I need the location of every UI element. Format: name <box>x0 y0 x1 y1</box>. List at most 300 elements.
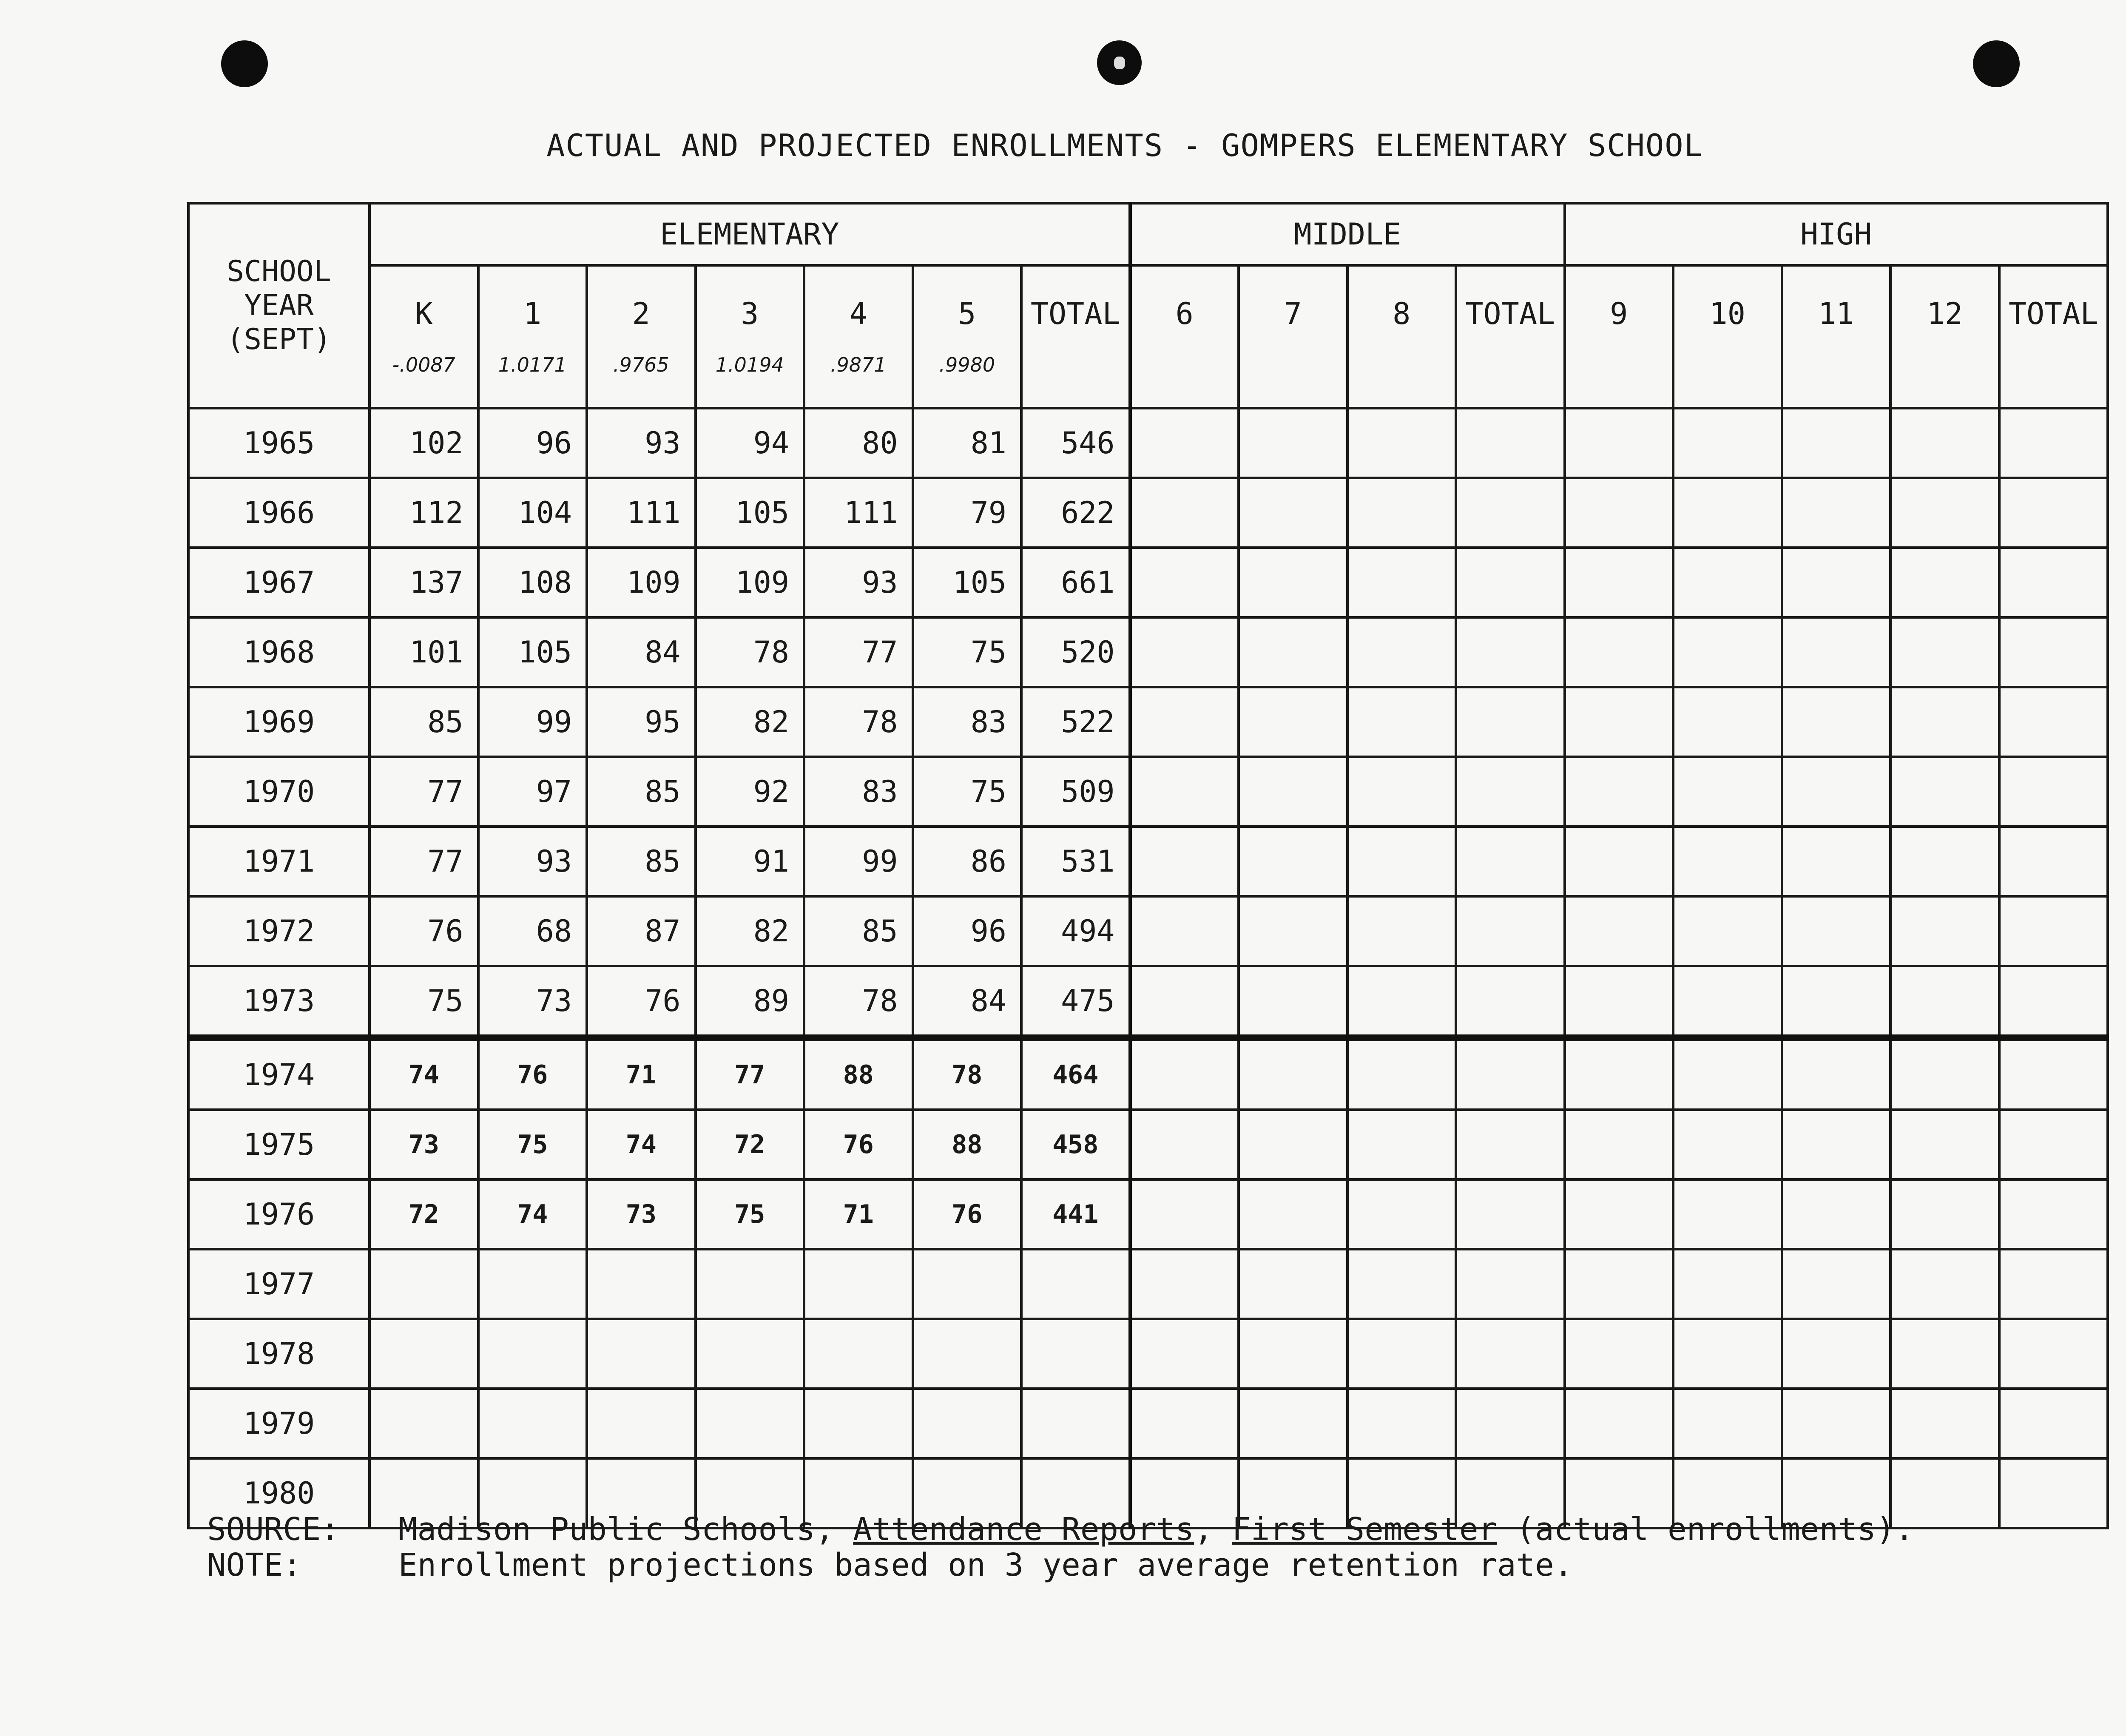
empty-cell <box>1999 827 2108 896</box>
empty-cell <box>1673 408 1782 478</box>
empty-cell <box>1239 1249 1347 1319</box>
year-header-line1: SCHOOL <box>227 255 331 288</box>
enrollment-cell: 111 <box>804 478 913 548</box>
col-label: 1 <box>523 296 542 331</box>
empty-cell <box>1239 687 1347 757</box>
empty-cell <box>1890 1110 1999 1179</box>
binder-hole-left <box>221 40 268 87</box>
retention-factor: .9980 <box>939 353 995 376</box>
year-header-line2: YEAR <box>244 289 314 322</box>
col-label: 11 <box>1818 296 1854 331</box>
year-cell: 1969 <box>188 687 369 757</box>
binder-hole-right <box>1973 40 2020 87</box>
enrollment-cell: 102 <box>369 408 478 478</box>
empty-cell <box>1782 827 1891 896</box>
enrollment-cell: 77 <box>696 1038 804 1110</box>
enrollment-cell <box>696 1389 804 1458</box>
enrollment-cell <box>1021 1319 1130 1389</box>
empty-cell <box>1239 827 1347 896</box>
empty-cell <box>1347 617 1456 687</box>
enrollment-cell: 97 <box>478 757 587 827</box>
col-label: 12 <box>1927 296 1963 331</box>
empty-cell <box>1130 617 1239 687</box>
enrollment-cell <box>369 1249 478 1319</box>
enrollment-cell <box>696 1319 804 1389</box>
table-row <box>188 1038 2108 1110</box>
year-cell: 1976 <box>188 1179 369 1249</box>
empty-cell <box>1130 548 1239 617</box>
enrollment-cell: 72 <box>369 1179 478 1249</box>
empty-cell <box>1782 1110 1891 1179</box>
empty-cell <box>1782 896 1891 966</box>
empty-cell <box>1565 1179 1674 1249</box>
empty-cell <box>1890 548 1999 617</box>
empty-cell <box>1456 548 1565 617</box>
enrollment-cell: 75 <box>369 966 478 1038</box>
enrollment-cell: 104 <box>478 478 587 548</box>
empty-cell <box>1782 966 1891 1038</box>
enrollment-cell: 74 <box>587 1110 696 1179</box>
col-header-high-2 <box>1782 265 1891 408</box>
enrollment-cell <box>478 1389 587 1458</box>
enrollment-cell: 81 <box>913 408 1022 478</box>
empty-cell <box>1890 1179 1999 1249</box>
empty-cell <box>1565 548 1674 617</box>
note-line <box>207 1547 1914 1583</box>
empty-cell <box>1456 1038 1565 1110</box>
empty-cell <box>1999 1319 2108 1389</box>
col-label: TOTAL <box>1030 296 1120 331</box>
enrollment-cell <box>587 1319 696 1389</box>
empty-cell <box>1456 1249 1565 1319</box>
enrollment-cell <box>478 1249 587 1319</box>
empty-cell <box>1456 687 1565 757</box>
table-row <box>188 896 2108 966</box>
enrollment-table-container <box>187 202 2109 1529</box>
year-cell: 1980 <box>188 1458 369 1528</box>
enrollment-cell: 520 <box>1021 617 1130 687</box>
col-header-middle-1 <box>1239 265 1347 408</box>
year-cell: 1965 <box>188 408 369 478</box>
enrollment-cell: 494 <box>1021 896 1130 966</box>
empty-cell <box>1565 1319 1674 1389</box>
empty-cell <box>1347 1319 1456 1389</box>
empty-cell <box>1673 1179 1782 1249</box>
enrollment-cell <box>369 1319 478 1389</box>
empty-cell <box>1890 1249 1999 1319</box>
source-comma: , <box>1194 1511 1213 1548</box>
empty-cell <box>1890 757 1999 827</box>
col-header-elementary-3 <box>696 265 804 408</box>
empty-cell <box>1565 966 1674 1038</box>
group-header-row <box>188 203 2108 265</box>
enrollment-cell: 522 <box>1021 687 1130 757</box>
source-underlined-semester: First Semester <box>1232 1511 1498 1548</box>
empty-cell <box>1890 478 1999 548</box>
enrollment-cell: 77 <box>369 827 478 896</box>
empty-cell <box>1673 966 1782 1038</box>
enrollment-cell: 441 <box>1021 1179 1130 1249</box>
empty-cell <box>1782 1179 1891 1249</box>
empty-cell <box>1456 757 1565 827</box>
enrollment-cell: 83 <box>913 687 1022 757</box>
enrollment-cell: 75 <box>913 757 1022 827</box>
enrollment-cell <box>913 1249 1022 1319</box>
enrollment-cell: 85 <box>587 757 696 827</box>
col-header-elementary-6 <box>1021 265 1130 408</box>
enrollment-cell: 82 <box>696 687 804 757</box>
enrollment-cell: 76 <box>913 1179 1022 1249</box>
empty-cell <box>1239 1038 1347 1110</box>
year-cell: 1978 <box>188 1319 369 1389</box>
empty-cell <box>1130 1319 1239 1389</box>
empty-cell <box>1565 1038 1674 1110</box>
empty-cell <box>1565 408 1674 478</box>
enrollment-cell: 75 <box>696 1179 804 1249</box>
empty-cell <box>1673 1319 1782 1389</box>
empty-cell <box>1565 687 1674 757</box>
table-body <box>188 408 2108 1528</box>
empty-cell <box>1130 757 1239 827</box>
empty-cell <box>1239 1319 1347 1389</box>
empty-cell <box>1130 1110 1239 1179</box>
footer-notes <box>207 1512 1914 1583</box>
empty-cell <box>1999 1038 2108 1110</box>
table-row <box>188 827 2108 896</box>
empty-cell <box>1130 1249 1239 1319</box>
col-label: 4 <box>849 296 867 331</box>
enrollment-cell: 78 <box>913 1038 1022 1110</box>
empty-cell <box>1565 617 1674 687</box>
col-header-elementary-5 <box>913 265 1022 408</box>
empty-cell <box>1347 966 1456 1038</box>
col-header-high-0 <box>1565 265 1674 408</box>
empty-cell <box>1565 1110 1674 1179</box>
empty-cell <box>1130 1389 1239 1458</box>
empty-cell <box>1890 966 1999 1038</box>
table-row <box>188 617 2108 687</box>
enrollment-cell: 88 <box>913 1110 1022 1179</box>
empty-cell <box>1890 408 1999 478</box>
column-header-row <box>188 265 2108 408</box>
empty-cell <box>1890 1038 1999 1110</box>
enrollment-cell: 85 <box>804 896 913 966</box>
enrollment-cell: 82 <box>696 896 804 966</box>
enrollment-cell: 85 <box>587 827 696 896</box>
retention-factor: 1.0194 <box>715 353 784 376</box>
enrollment-cell: 109 <box>587 548 696 617</box>
empty-cell <box>1782 687 1891 757</box>
empty-cell <box>1347 1110 1456 1179</box>
empty-cell <box>1456 896 1565 966</box>
empty-cell <box>1347 757 1456 827</box>
empty-cell <box>1456 1110 1565 1179</box>
source-key: SOURCE: <box>207 1511 340 1548</box>
group-elementary: ELEMENTARY <box>369 203 1130 265</box>
enrollment-cell: 88 <box>804 1038 913 1110</box>
enrollment-cell: 458 <box>1021 1110 1130 1179</box>
enrollment-cell <box>369 1389 478 1458</box>
empty-cell <box>1782 478 1891 548</box>
note-text: Enrollment projections based on 3 year average retention rate. <box>398 1547 1573 1583</box>
empty-cell <box>1565 1249 1674 1319</box>
retention-factor: -.0087 <box>392 353 455 376</box>
enrollment-cell: 75 <box>478 1110 587 1179</box>
col-header-high-4 <box>1999 265 2108 408</box>
enrollment-cell: 71 <box>587 1038 696 1110</box>
empty-cell <box>1347 1389 1456 1458</box>
empty-cell <box>1239 548 1347 617</box>
enrollment-cell: 84 <box>587 617 696 687</box>
enrollment-cell <box>913 1319 1022 1389</box>
empty-cell <box>1673 548 1782 617</box>
empty-cell <box>1890 617 1999 687</box>
empty-cell <box>1130 1179 1239 1249</box>
year-cell: 1974 <box>188 1038 369 1110</box>
empty-cell <box>1130 687 1239 757</box>
year-cell: 1975 <box>188 1110 369 1179</box>
empty-cell <box>1999 478 2108 548</box>
col-label: TOTAL <box>1465 296 1555 331</box>
empty-cell <box>1239 896 1347 966</box>
group-high: HIGH <box>1565 203 2108 265</box>
table-row <box>188 1179 2108 1249</box>
empty-cell <box>1999 896 2108 966</box>
empty-cell <box>1565 827 1674 896</box>
table-row <box>188 687 2108 757</box>
enrollment-cell: 71 <box>804 1179 913 1249</box>
col-header-middle-2 <box>1347 265 1456 408</box>
page-title: ACTUAL AND PROJECTED ENROLLMENTS - GOMPERS ELEMENTARY SCHOOL <box>546 128 1703 163</box>
enrollment-cell: 73 <box>587 1179 696 1249</box>
empty-cell <box>1999 757 2108 827</box>
empty-cell <box>1890 1319 1999 1389</box>
enrollment-cell: 79 <box>913 478 1022 548</box>
enrollment-cell: 76 <box>478 1038 587 1110</box>
col-label: 10 <box>1709 296 1745 331</box>
empty-cell <box>1130 1038 1239 1110</box>
empty-cell <box>1999 1110 2108 1179</box>
year-cell: 1979 <box>188 1389 369 1458</box>
empty-cell <box>1673 896 1782 966</box>
empty-cell <box>1565 1389 1674 1458</box>
enrollment-cell: 105 <box>478 617 587 687</box>
table-row <box>188 1319 2108 1389</box>
col-label: 5 <box>958 296 976 331</box>
enrollment-cell: 94 <box>696 408 804 478</box>
enrollment-cell: 85 <box>369 687 478 757</box>
empty-cell <box>1999 687 2108 757</box>
enrollment-cell: 531 <box>1021 827 1130 896</box>
empty-cell <box>1456 1319 1565 1389</box>
year-cell: 1966 <box>188 478 369 548</box>
enrollment-cell: 95 <box>587 687 696 757</box>
empty-cell <box>1999 1179 2108 1249</box>
col-label: 2 <box>632 296 650 331</box>
enrollment-cell <box>804 1249 913 1319</box>
empty-cell <box>1347 1038 1456 1110</box>
col-header-middle-0 <box>1130 265 1239 408</box>
empty-cell <box>1456 408 1565 478</box>
enrollment-cell: 108 <box>478 548 587 617</box>
col-header-middle-3 <box>1456 265 1565 408</box>
empty-cell <box>1782 1038 1891 1110</box>
empty-cell <box>1999 1389 2108 1458</box>
enrollment-cell: 137 <box>369 548 478 617</box>
enrollment-cell <box>587 1249 696 1319</box>
year-header-line3: (SEPT) <box>227 323 331 356</box>
enrollment-table <box>187 202 2109 1529</box>
enrollment-cell: 76 <box>369 896 478 966</box>
enrollment-cell: 112 <box>369 478 478 548</box>
group-middle: MIDDLE <box>1130 203 1565 265</box>
empty-cell <box>1239 1179 1347 1249</box>
empty-cell <box>1456 966 1565 1038</box>
enrollment-cell: 80 <box>804 408 913 478</box>
empty-cell <box>1130 408 1239 478</box>
enrollment-cell: 109 <box>696 548 804 617</box>
enrollment-cell: 74 <box>369 1038 478 1110</box>
table-row <box>188 408 2108 478</box>
empty-cell <box>1999 1249 2108 1319</box>
enrollment-cell: 73 <box>369 1110 478 1179</box>
table-row <box>188 1110 2108 1179</box>
empty-cell <box>1347 896 1456 966</box>
empty-cell <box>1347 548 1456 617</box>
empty-cell <box>1782 1249 1891 1319</box>
enrollment-cell: 93 <box>478 827 587 896</box>
enrollment-cell <box>1021 1389 1130 1458</box>
empty-cell <box>1673 1038 1782 1110</box>
col-header-elementary-4 <box>804 265 913 408</box>
empty-cell <box>1782 548 1891 617</box>
year-cell: 1977 <box>188 1249 369 1319</box>
col-label: K <box>415 296 433 331</box>
col-header-elementary-0 <box>369 265 478 408</box>
empty-cell <box>1456 617 1565 687</box>
retention-factor: .9871 <box>830 353 887 376</box>
empty-cell <box>1347 827 1456 896</box>
col-label: 9 <box>1610 296 1628 331</box>
table-row <box>188 478 2108 548</box>
col-label: 3 <box>741 296 759 331</box>
col-header-elementary-1 <box>478 265 587 408</box>
enrollment-cell: 93 <box>804 548 913 617</box>
empty-cell <box>1565 478 1674 548</box>
empty-cell <box>1239 1110 1347 1179</box>
enrollment-cell: 96 <box>913 896 1022 966</box>
empty-cell <box>1782 408 1891 478</box>
enrollment-cell: 78 <box>804 966 913 1038</box>
table-row <box>188 966 2108 1038</box>
year-cell: 1973 <box>188 966 369 1038</box>
enrollment-cell: 78 <box>696 617 804 687</box>
empty-cell <box>1565 757 1674 827</box>
col-header-elementary-2 <box>587 265 696 408</box>
empty-cell <box>1347 687 1456 757</box>
enrollment-cell: 92 <box>696 757 804 827</box>
empty-cell <box>1782 1319 1891 1389</box>
empty-cell <box>1782 1389 1891 1458</box>
empty-cell <box>1456 478 1565 548</box>
empty-cell <box>1130 966 1239 1038</box>
enrollment-cell: 68 <box>478 896 587 966</box>
enrollment-cell <box>587 1389 696 1458</box>
empty-cell <box>1456 827 1565 896</box>
empty-cell <box>1890 827 1999 896</box>
empty-cell <box>1239 757 1347 827</box>
note-key: NOTE: <box>207 1547 302 1583</box>
enrollment-cell <box>804 1319 913 1389</box>
enrollment-cell: 546 <box>1021 408 1130 478</box>
enrollment-cell: 83 <box>804 757 913 827</box>
enrollment-cell: 93 <box>587 408 696 478</box>
empty-cell <box>1673 1249 1782 1319</box>
source-text <box>398 1512 1914 1547</box>
source-underlined-reports: Attendance Reports <box>853 1511 1194 1548</box>
enrollment-cell <box>1021 1249 1130 1319</box>
enrollment-cell <box>696 1249 804 1319</box>
enrollment-cell: 475 <box>1021 966 1130 1038</box>
enrollment-cell: 464 <box>1021 1038 1130 1110</box>
col-label: 6 <box>1175 296 1194 331</box>
year-cell: 1972 <box>188 896 369 966</box>
empty-cell <box>1239 966 1347 1038</box>
enrollment-cell: 86 <box>913 827 1022 896</box>
retention-factor: 1.0171 <box>498 353 567 376</box>
empty-cell <box>1456 1179 1565 1249</box>
enrollment-cell <box>804 1389 913 1458</box>
enrollment-cell: 84 <box>913 966 1022 1038</box>
empty-cell <box>1999 548 2108 617</box>
enrollment-cell: 87 <box>587 896 696 966</box>
year-column-header <box>188 203 369 408</box>
empty-cell <box>1456 1389 1565 1458</box>
year-cell: 1971 <box>188 827 369 896</box>
empty-cell <box>1673 757 1782 827</box>
table-row <box>188 548 2108 617</box>
enrollment-cell: 105 <box>696 478 804 548</box>
empty-cell <box>1673 1110 1782 1179</box>
empty-cell <box>1890 1389 1999 1458</box>
enrollment-cell: 89 <box>696 966 804 1038</box>
enrollment-cell: 72 <box>696 1110 804 1179</box>
empty-cell <box>1673 827 1782 896</box>
empty-cell <box>1239 1389 1347 1458</box>
enrollment-cell: 77 <box>804 617 913 687</box>
enrollment-cell: 111 <box>587 478 696 548</box>
empty-cell <box>1782 757 1891 827</box>
col-label: 8 <box>1393 296 1411 331</box>
empty-cell <box>1673 1389 1782 1458</box>
empty-cell <box>1999 408 2108 478</box>
col-label: 7 <box>1284 296 1302 331</box>
empty-cell <box>1239 478 1347 548</box>
empty-cell <box>1999 617 2108 687</box>
empty-cell <box>1347 408 1456 478</box>
enrollment-cell: 101 <box>369 617 478 687</box>
enrollment-cell: 76 <box>804 1110 913 1179</box>
enrollment-cell: 99 <box>478 687 587 757</box>
enrollment-cell <box>478 1319 587 1389</box>
enrollment-cell: 73 <box>478 966 587 1038</box>
enrollment-cell <box>913 1389 1022 1458</box>
empty-cell <box>1890 687 1999 757</box>
year-cell: 1968 <box>188 617 369 687</box>
col-label: TOTAL <box>2008 296 2098 331</box>
enrollment-cell: 74 <box>478 1179 587 1249</box>
year-cell: 1967 <box>188 548 369 617</box>
